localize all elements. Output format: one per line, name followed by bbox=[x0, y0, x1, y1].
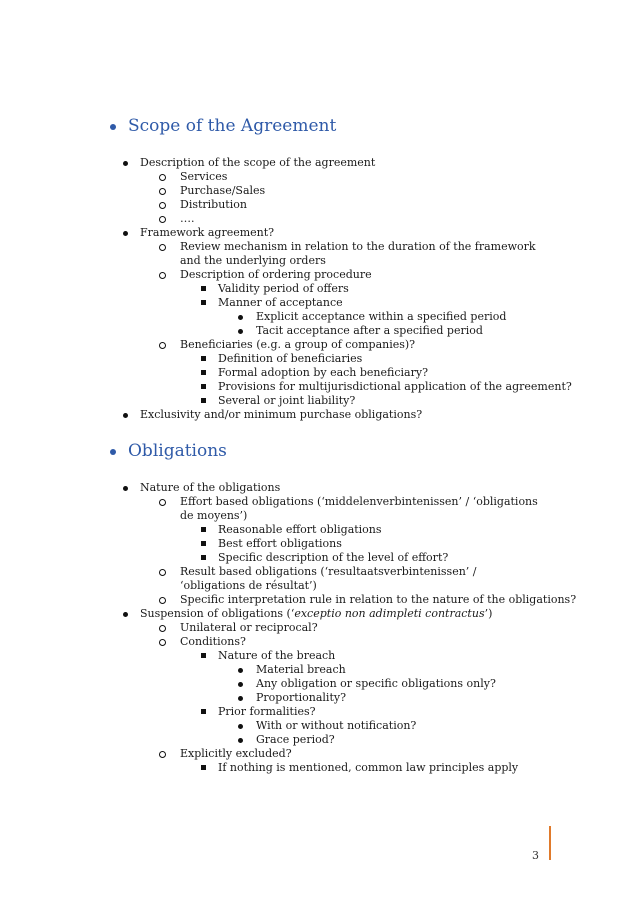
list-item-text bbox=[180, 565, 545, 593]
list-item-text bbox=[140, 226, 274, 240]
list-item bbox=[0, 156, 638, 170]
list-item bbox=[0, 338, 638, 352]
list-item-label: Specific interpretation rule in relation to the nature of the obligations? bbox=[180, 593, 577, 606]
list-item-text bbox=[140, 408, 422, 422]
list-item bbox=[0, 649, 638, 663]
list-item bbox=[0, 565, 638, 593]
list-item-label: Proportionality? bbox=[256, 691, 346, 704]
section-heading-scope: Scope of the Agreement bbox=[110, 116, 336, 136]
list-item-text bbox=[218, 705, 316, 719]
list-item bbox=[0, 691, 638, 705]
list-item-text bbox=[218, 523, 382, 537]
list-item-text bbox=[180, 212, 195, 226]
list-item-label: Services bbox=[180, 170, 228, 183]
list-item bbox=[0, 635, 638, 649]
list-item-label: Provisions for multijurisdictional application of the agreement? bbox=[218, 380, 572, 393]
list-item-label: Definition of beneficiaries bbox=[218, 352, 363, 365]
list-item-label: Nature of the obligations bbox=[140, 481, 281, 494]
list-item-suffix: ’) bbox=[484, 607, 493, 620]
list-item bbox=[0, 621, 638, 635]
list-item-text bbox=[256, 733, 335, 747]
bullet-icon bbox=[110, 449, 116, 455]
list-item bbox=[0, 761, 638, 775]
list-item-label: Purchase/Sales bbox=[180, 184, 266, 197]
section-heading-obligations: Obligations bbox=[110, 441, 227, 461]
scope-list bbox=[0, 156, 638, 422]
list-item-text bbox=[140, 156, 375, 170]
bullet-icon bbox=[110, 124, 116, 130]
list-item-label: Formal adoption by each beneficiary? bbox=[218, 366, 428, 379]
obligations-list bbox=[0, 481, 638, 775]
list-item-text bbox=[256, 691, 346, 705]
list-item-label: Reasonable effort obligations bbox=[218, 523, 382, 536]
list-item-text bbox=[180, 338, 415, 352]
list-item bbox=[0, 240, 638, 268]
list-item bbox=[0, 212, 638, 226]
list-item bbox=[0, 282, 638, 296]
list-item-label: With or without notification? bbox=[256, 719, 417, 732]
list-item-label: Several or joint liability? bbox=[218, 394, 356, 407]
list-item-text bbox=[218, 394, 355, 408]
list-item bbox=[0, 495, 638, 523]
list-item-text bbox=[218, 649, 335, 663]
list-item-text bbox=[180, 635, 246, 649]
list-item bbox=[0, 747, 638, 761]
list-item bbox=[0, 268, 638, 282]
list-item-text bbox=[256, 677, 496, 691]
list-item-text bbox=[180, 184, 265, 198]
list-item-label: Specific description of the level of effort? bbox=[218, 551, 449, 564]
list-item bbox=[0, 663, 638, 677]
list-item-label: Beneficiaries (e.g. a group of companies)? bbox=[180, 338, 416, 351]
list-item bbox=[0, 733, 638, 747]
list-item-label: Framework agreement? bbox=[140, 226, 275, 239]
list-item bbox=[0, 380, 638, 394]
list-item bbox=[0, 366, 638, 380]
list-item-text bbox=[180, 747, 292, 761]
list-item-label: If nothing is mentioned, common law principles apply bbox=[218, 761, 519, 774]
list-item-text bbox=[180, 495, 545, 523]
footer-rule bbox=[549, 826, 551, 860]
list-item bbox=[0, 481, 638, 495]
list-item-text bbox=[256, 663, 346, 677]
list-item bbox=[0, 537, 638, 551]
list-item-text bbox=[256, 719, 416, 733]
list-item bbox=[0, 170, 638, 184]
list-item bbox=[0, 677, 638, 691]
list-item-label: Tacit acceptance after a specified period bbox=[256, 324, 483, 337]
list-item-label: Suspension of obligations (‘ bbox=[140, 607, 295, 620]
list-item-label: Review mechanism in relation to the duration of the framework and the underlying orders bbox=[180, 240, 536, 267]
list-item bbox=[0, 198, 638, 212]
list-item-label: Unilateral or reciprocal? bbox=[180, 621, 318, 634]
list-item-label: Distribution bbox=[180, 198, 247, 211]
list-item-label: Exclusivity and/or minimum purchase obligations? bbox=[140, 408, 423, 421]
list-item-text bbox=[140, 607, 492, 621]
list-item bbox=[0, 324, 638, 338]
list-item-text bbox=[218, 296, 343, 310]
list-item bbox=[0, 408, 638, 422]
list-item-text bbox=[218, 366, 428, 380]
list-item bbox=[0, 551, 638, 565]
list-item-label: Description of ordering procedure bbox=[180, 268, 372, 281]
list-item-text bbox=[180, 170, 227, 184]
list-item bbox=[0, 226, 638, 240]
list-item-text bbox=[218, 352, 362, 366]
list-item bbox=[0, 352, 638, 366]
list-item-label: Effort based obligations (‘middelenverbintenissen’ / ‘obligations de moyens’) bbox=[180, 495, 538, 522]
list-item bbox=[0, 593, 638, 607]
list-item-text bbox=[256, 310, 506, 324]
list-item-label: Explicit acceptance within a specified period bbox=[256, 310, 507, 323]
list-item bbox=[0, 719, 638, 733]
list-item-label: Nature of the breach bbox=[218, 649, 336, 662]
list-item-text bbox=[180, 621, 318, 635]
list-item-text bbox=[180, 593, 576, 607]
list-item bbox=[0, 607, 638, 621]
list-item bbox=[0, 705, 638, 719]
page-number: 3 bbox=[532, 849, 539, 862]
list-item-text bbox=[180, 268, 372, 282]
list-item-label: Any obligation or specific obligations only? bbox=[256, 677, 496, 690]
list-item-label: Explicitly excluded? bbox=[180, 747, 292, 760]
list-item-label: Manner of acceptance bbox=[218, 296, 343, 309]
list-item bbox=[0, 394, 638, 408]
list-item bbox=[0, 296, 638, 310]
list-item-text bbox=[218, 380, 572, 394]
list-item-label: Result based obligations (‘resultaatsverbintenissen’ / ‘obligations de résultat’) bbox=[180, 565, 477, 592]
list-item-label: Material breach bbox=[256, 663, 346, 676]
list-item-text bbox=[218, 551, 448, 565]
list-item-text bbox=[218, 537, 342, 551]
list-item-label: Prior formalities? bbox=[218, 705, 316, 718]
list-item-label: …. bbox=[180, 212, 195, 225]
list-item-label: Best effort obligations bbox=[218, 537, 342, 550]
list-item-text bbox=[180, 240, 545, 268]
list-item-text bbox=[218, 761, 518, 775]
list-item bbox=[0, 310, 638, 324]
list-item-label: Validity period of offers bbox=[218, 282, 349, 295]
list-item bbox=[0, 184, 638, 198]
list-item-text bbox=[180, 198, 247, 212]
list-item-label: Conditions? bbox=[180, 635, 246, 648]
list-item-text bbox=[140, 481, 280, 495]
list-item bbox=[0, 523, 638, 537]
list-item-label: Description of the scope of the agreement bbox=[140, 156, 376, 169]
list-item-emphasis: exceptio non adimpleti contractus bbox=[294, 607, 485, 620]
list-item-text bbox=[256, 324, 483, 338]
list-item-text bbox=[218, 282, 349, 296]
list-item-label: Grace period? bbox=[256, 733, 335, 746]
